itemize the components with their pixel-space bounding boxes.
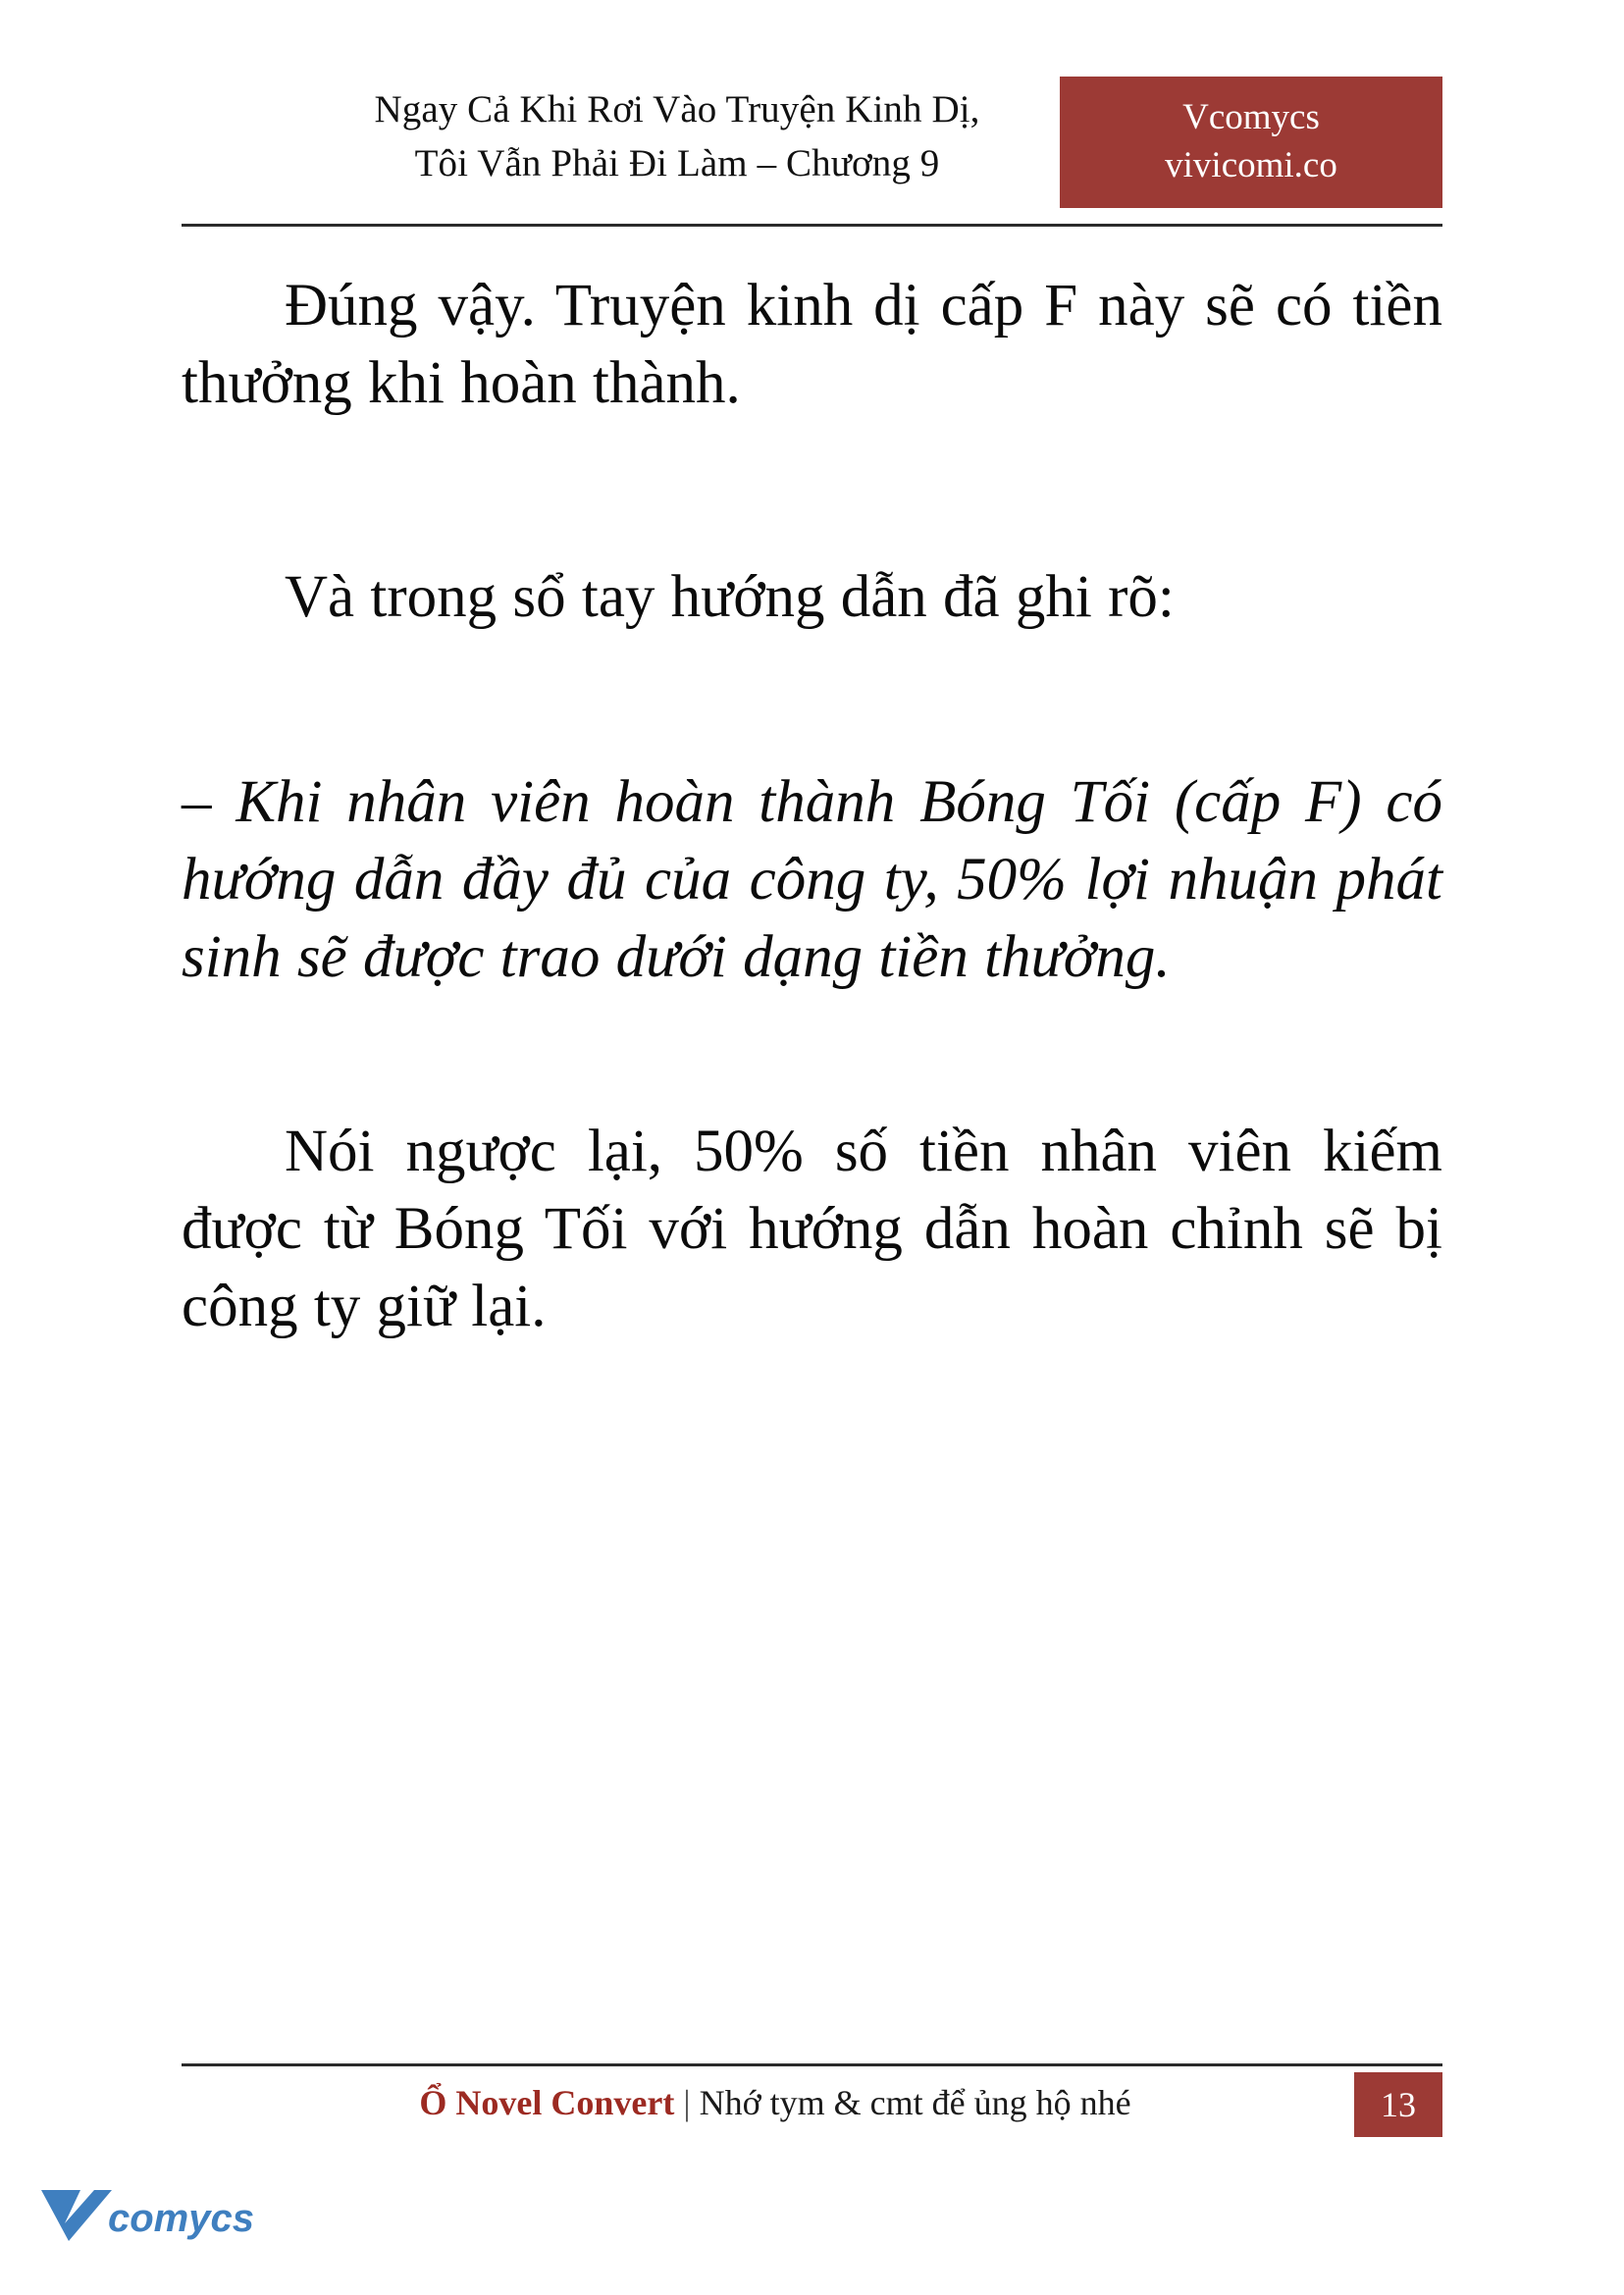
footer-divider [182, 2063, 1442, 2066]
chapter-title-line-1: Ngay Cả Khi Rơi Vào Truyện Kinh Dị, [374, 88, 980, 130]
footer-message: Nhớ tym & cmt để ủng hộ nhé [699, 2083, 1131, 2122]
paragraph: Nói ngược lại, 50% số tiền nhân viên kiếm được từ Bóng Tối với hướng dẫn hoàn chỉnh sẽ bị công ty giữ lại. [182, 1118, 1442, 1340]
site-badge-name: Vcomycs [1182, 97, 1320, 138]
svg-text:comycs: comycs [108, 2197, 254, 2240]
site-badge-url: vivicomi.co [1165, 145, 1337, 185]
paragraph-spacer [182, 423, 1442, 558]
page-footer [182, 2072, 1442, 2141]
footer-separator: | [683, 2083, 691, 2122]
header-divider [182, 224, 1442, 227]
page-header [182, 77, 1442, 216]
paragraph: Đúng vậy. Truyện kinh dị cấp F này sẽ có tiền thưởng khi hoàn thành. [182, 273, 1442, 417]
paragraph-quote: – Khi nhân viên hoàn thành Bóng Tối (cấp F) có hướng dẫn đầy đủ của công ty, 50% lợi nhuận phát sinh sẽ được trao dưới dạng tiền thưởng. [182, 768, 1442, 991]
vcomycs-watermark-logo [35, 2180, 290, 2265]
footer-note [182, 2082, 1369, 2124]
chapter-title-line-2: Tôi Vẫn Phải Đi Làm – Chương 9 [414, 142, 940, 185]
page-number-badge: 13 [1354, 2072, 1442, 2137]
site-badge [1060, 77, 1442, 208]
paragraph: Và trong sổ tay hướng dẫn đã ghi rõ: [285, 563, 1175, 630]
paragraph-spacer [182, 997, 1442, 1113]
watermark-icon [35, 2180, 290, 2265]
chapter-title [182, 82, 1173, 191]
paragraph-spacer [182, 636, 1442, 763]
page-content [182, 267, 1442, 1346]
footer-brand: Ổ Novel Convert [419, 2083, 675, 2122]
